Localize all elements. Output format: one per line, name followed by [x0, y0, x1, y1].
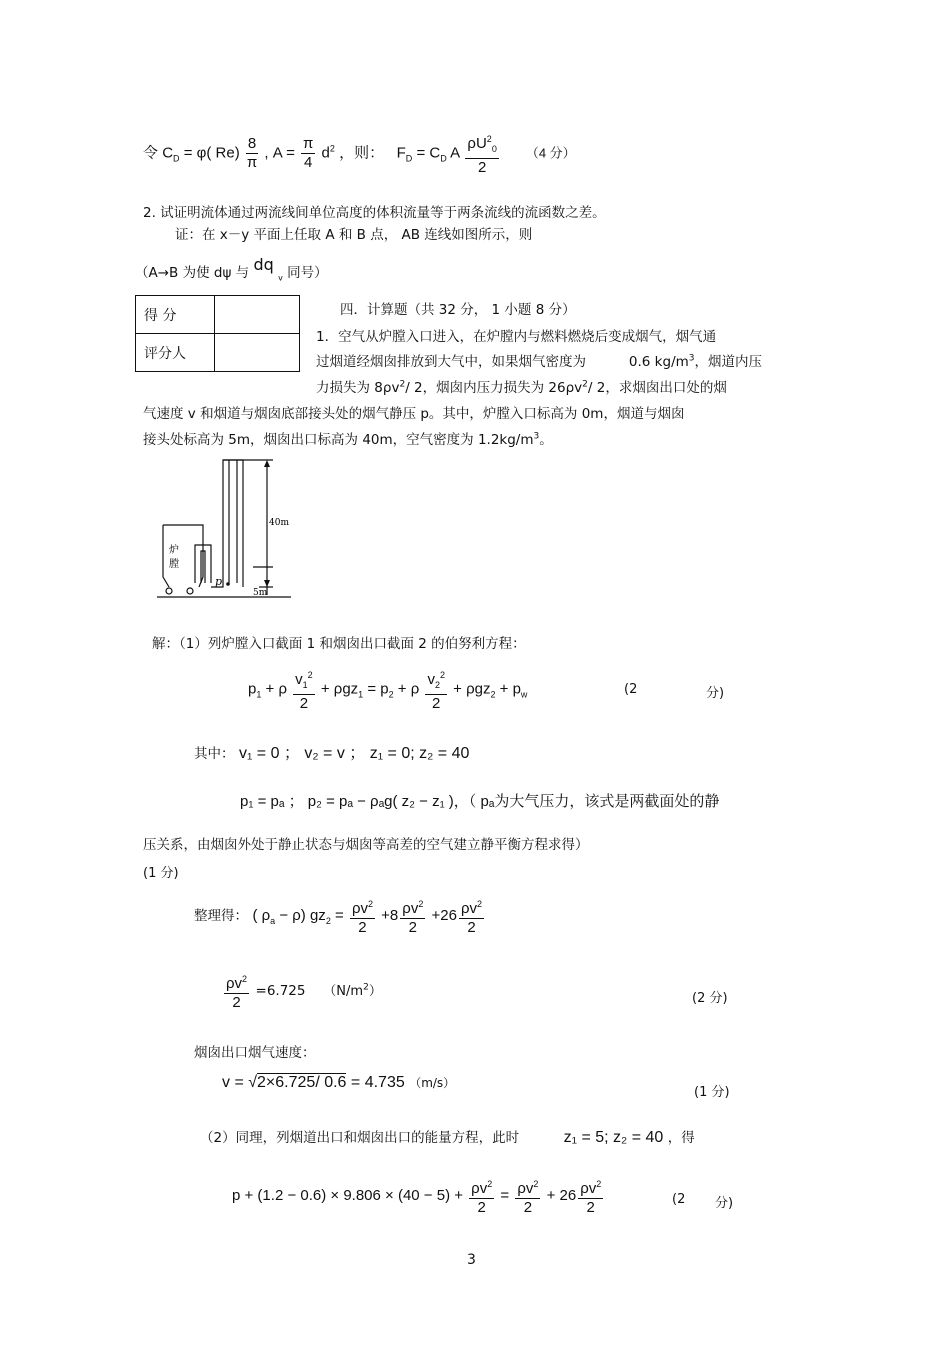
- velocity-eq-b: = 4.735: [350, 1074, 405, 1091]
- part2-b: z₁ = 5; z₂ = 40: [563, 1129, 664, 1146]
- arranged-equation: 整理得： ( $\rho_a - \rho$) $gz_2$ = $\frac{\rho v^2}{2}$ +8 $\frac{\rho v^2}{2}$ +26 $\frac{\rho v^2}{2}$: [194, 895, 486, 937]
- where-eq: v₁ = 0 ； v₂ = v ； z₁ = 0; z₂ = 40: [238, 745, 470, 762]
- furnace-wheel-left: [166, 588, 172, 594]
- pressure-relation-cont: 压关系，由烟囱外处于静止状态与烟囱等高差的空气建立静平衡方程求得）: [143, 837, 589, 853]
- frac1-num: 8: [247, 135, 257, 152]
- fd-sub: D: [405, 153, 413, 164]
- section4-p3: [316, 376, 727, 396]
- frac2-num: π: [303, 135, 314, 152]
- bernoulli-equation: $p_1 + \rho$ $\frac{v_1^2}{2}$ + $\rho gz_1 = p_2 + \rho$ $\frac{v_2^2}{2}$ + $\rho gz_2 + p_w$: [248, 666, 527, 713]
- furnace-label-2: 膛: [169, 559, 179, 570]
- frac1-den: π: [246, 154, 258, 171]
- q2-note-v: v: [278, 273, 283, 283]
- section4-p2: [316, 350, 762, 370]
- fraction-rho-u2: [465, 130, 498, 177]
- cd-sub: D: [173, 153, 180, 164]
- final-score-b: 分): [715, 1196, 734, 1211]
- p2-b: 0.6 kg/m: [628, 354, 689, 370]
- where-line: [194, 740, 469, 763]
- grader-value-cell: [215, 334, 300, 372]
- frac3-num-text: ρU: [467, 135, 487, 152]
- line1-score: （4 分）: [525, 145, 576, 161]
- final-score-a: (2: [672, 1192, 686, 1207]
- grader-row: [136, 334, 300, 372]
- ling-char: 令: [143, 143, 159, 162]
- fd-rhs-sub: D: [440, 153, 447, 164]
- q2-title: 2. 试证明流体通过两流线间单位高度的体积流量等于两条流线的流函数之差。: [143, 205, 606, 221]
- arrow-top: [264, 460, 270, 467]
- score-row: [136, 296, 300, 334]
- grader-label: 评分人: [136, 334, 215, 372]
- p5-a: 接头处标高为 5m，烟囱出口标高为 40m，空气密度为 1.2kg/m: [143, 432, 534, 448]
- section4-p4: 气速度 v 和烟道与烟囱底部接头处的烟气静压 p。其中，炉膛入口标高为 0m，烟道与烟囱: [143, 406, 685, 422]
- height-40m-label: 40m: [269, 518, 289, 528]
- result-unit-sup: 2: [363, 982, 369, 993]
- fraction-pi-4: [301, 135, 315, 172]
- page-number: 3: [467, 1252, 476, 1268]
- d-symbol: d: [321, 144, 330, 162]
- part2-a: （2）同理，列烟道出口和烟囱出口的能量方程，此时: [200, 1130, 520, 1146]
- p2-sup: 3: [688, 353, 695, 364]
- phi-expression: = φ( Re): [183, 144, 240, 162]
- velocity-score: (1 分): [694, 1085, 730, 1100]
- section4-p1: 1．空气从炉膛入口进入，在炉膛内与燃料燃烧后变成烟气，烟气通: [316, 329, 717, 345]
- velocity-equation: v = √2×6.725/ 0.6 = 4.735 （m/s）: [222, 1074, 456, 1091]
- part2-line: [200, 1126, 695, 1147]
- velocity-eq-a: v =: [222, 1074, 244, 1091]
- furnace-body: [163, 525, 203, 587]
- p3-b: / 2，烟囱内压力损失为 26ρv: [405, 380, 583, 396]
- p3-c: / 2，求烟囱出口处的烟: [587, 380, 727, 396]
- velocity-label: 烟囱出口烟气速度：: [194, 1045, 316, 1061]
- frac3-sup: 2: [486, 134, 492, 144]
- score-table: [135, 295, 300, 372]
- result-value: =6.725: [255, 982, 306, 999]
- q2-note-prefix: （A→B 为使 dψ 与: [135, 265, 250, 281]
- q2-proof: 证：在 x－y 平面上任取 A 和 B 点， AB 连线如图所示，则: [175, 227, 533, 243]
- q2-note: [135, 255, 328, 283]
- p5-b: 。: [539, 432, 553, 448]
- pressure-score: (1 分): [143, 866, 179, 881]
- fd-rhs: = C: [416, 144, 441, 162]
- final-lhs: p + (1.2 − 0.6) × 9.806 × (40 − 5) +: [232, 1186, 463, 1204]
- score-value-cell: [215, 296, 300, 334]
- height-5m-label: 5m: [253, 588, 268, 598]
- pressure-relation: p₁ = pₐ ； p₂ = pₐ − ρₐg( z₂ − z₁ )，（ pₐ为大气压力，该式是两截面处的静: [240, 793, 720, 810]
- eq1-score-a: (2: [624, 682, 638, 697]
- result-unit: （N/m: [323, 983, 364, 999]
- furnace-label-1: 炉: [169, 545, 179, 556]
- frac3-sub: 0: [491, 144, 497, 154]
- furnace-chimney-diagram: [155, 455, 295, 605]
- result-score: (2 分): [692, 991, 728, 1006]
- p-label: p: [215, 575, 223, 588]
- final-equation: p + (1.2 − 0.6) × 9.806 × (40 − 5) + $\frac{\rho v^2}{2}$ = $\frac{\rho v^2}{2}$ + 26 $\frac{\rho v^2}{2}$: [232, 1175, 605, 1217]
- formula-line-cd: [143, 130, 576, 177]
- a-equals: , A =: [264, 144, 295, 162]
- section4-p5: [143, 428, 553, 448]
- chimney-inner: [229, 460, 237, 583]
- arrow-bottom: [264, 580, 270, 587]
- fd-symbol: F: [396, 144, 406, 162]
- q2-note-suffix: 同号）: [287, 265, 328, 281]
- frac3-den: 2: [477, 159, 487, 176]
- result-line: $\frac{\rho v^2}{2}$ =6.725 $(N/m^2)$: [222, 970, 382, 1012]
- q2-note-dq: dq: [253, 255, 274, 274]
- score-label: 得 分: [136, 296, 215, 334]
- velocity-unit: （m/s）: [409, 1076, 456, 1090]
- then-text: ，则：: [339, 144, 385, 162]
- p3-a: 力损失为 8ρv: [316, 380, 400, 396]
- p2-a: 过烟道经烟囱排放到大气中，如果烟气密度为: [316, 354, 586, 370]
- where-label: 其中：: [194, 746, 235, 762]
- p3-sup2: 2: [582, 379, 588, 390]
- p3-sup: 2: [399, 379, 406, 390]
- fraction-8-pi: [246, 135, 258, 172]
- section4-heading: 四．计算题（共 32 分， 1 小题 8 分）: [340, 302, 576, 318]
- velocity-eq-radical: 2×6.725/ 0.6: [257, 1074, 347, 1091]
- fd-a: A: [450, 144, 460, 162]
- frac2-den: 4: [304, 154, 313, 171]
- result-unit-end: ）: [368, 983, 382, 999]
- arrange-label: 整理得：: [194, 907, 248, 924]
- d-sup: 2: [329, 143, 335, 154]
- p2-c: ，烟道内压: [694, 354, 763, 370]
- pressure-point: [226, 582, 230, 586]
- frac3-num: [465, 130, 498, 159]
- furnace-wheel-right: [187, 588, 193, 594]
- cd-symbol: C: [162, 144, 174, 162]
- eq1-score-b: 分): [706, 686, 725, 701]
- p5-sup: 3: [533, 431, 540, 442]
- solution-intro: 解：（1）列炉膛入口截面 1 和烟囱出口截面 2 的伯努利方程：: [152, 636, 526, 652]
- chimney-outer: [211, 460, 243, 587]
- part2-c: ，得: [667, 1130, 695, 1146]
